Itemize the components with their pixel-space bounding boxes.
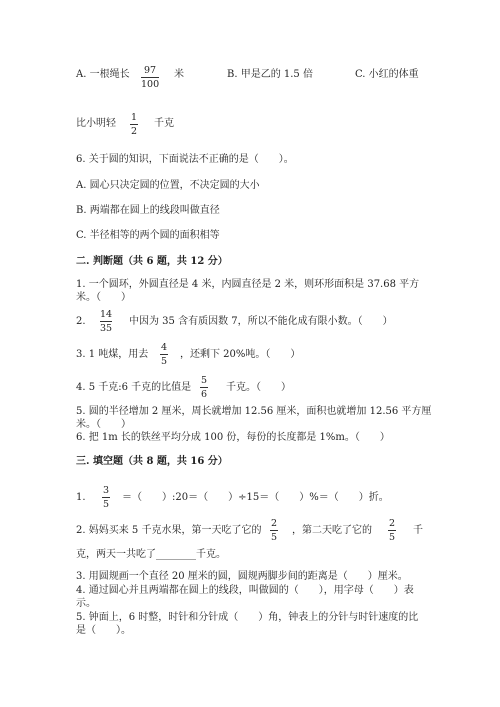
s3-q3: 3. 用圆规画一个直径 20 厘米的圆，圆规两脚步间的距离是（ ）厘米。	[76, 571, 408, 582]
q6-option-c: C. 半径相等的两个圆的面积相等	[76, 230, 220, 241]
s3-q1-text: ＝（ ）:20＝（ ）÷15＝（ ）%＝（ ）折。	[122, 492, 389, 503]
q5-option-a-suffix: 米	[174, 69, 184, 80]
s3-q4-line1: 4. 通过圆心并且两端都在圆上的线段，叫做圆的（ ），用字母（ ）表	[76, 585, 414, 596]
q6-stem: 6. 关于圆的知识，下面说法不正确的是（ ）。	[76, 154, 294, 165]
fraction-numerator: 2	[270, 518, 278, 529]
q6-option-b: B. 两端都在圆上的线段叫做直径	[76, 205, 220, 216]
fraction-numerator: 4	[160, 342, 168, 353]
s3-q2-fraction-2	[388, 518, 396, 543]
fraction-bar	[130, 124, 138, 125]
s3-q4-line2: 示。	[76, 598, 96, 609]
fraction-numerator: 2	[388, 518, 396, 529]
fraction-bar	[141, 77, 159, 78]
fraction-denominator: 5	[102, 499, 110, 510]
s2-q5-line2: 米。（ ）	[76, 419, 131, 430]
fraction-numerator: 14	[100, 309, 113, 320]
s2-q3-fraction	[160, 342, 168, 367]
s3-q1-number: 1.	[76, 492, 86, 503]
s2-q1-line1: 1. 一个圆环，外圆直径是 4 米，内圆直径是 2 米，则环形面积是 37.68 平方	[76, 279, 420, 290]
q5-option-a-fraction	[141, 65, 159, 90]
fraction-bar	[270, 530, 278, 531]
s2-q4-fraction	[200, 375, 208, 400]
fraction-denominator: 35	[100, 323, 113, 334]
q5-continuation-fraction	[130, 112, 138, 137]
s2-q2-fraction	[100, 309, 112, 334]
section2-heading: 二. 判断题（共 6 题，共 12 分）	[76, 256, 228, 267]
s2-q4-prefix: 4. 5 千克:6 千克的比值是	[76, 382, 192, 393]
fraction-numerator: 5	[200, 375, 208, 386]
fraction-numerator: 1	[130, 112, 138, 123]
fraction-denominator: 5	[388, 532, 396, 543]
fraction-bar	[102, 497, 110, 498]
fraction-numerator: 97	[144, 65, 157, 76]
s3-q5-line2: 是（ ）。	[76, 625, 131, 636]
s3-q2-prefix: 2. 妈妈买来 5 千克水果，第一天吃了它的	[76, 525, 262, 536]
fraction-bar	[100, 321, 112, 322]
s3-q2-suffix: 千	[413, 525, 423, 536]
fraction-denominator: 5	[270, 532, 278, 543]
s2-q1-line2: 米。（ ）	[76, 292, 131, 303]
s3-q5-line1: 5. 钟面上，6 时整，时针和分针成（ ）角，钟表上的分针与时针速度的比	[76, 612, 419, 623]
fraction-denominator: 6	[200, 389, 208, 400]
s3-q2-line2: 克，两天一共吃了________千克。	[76, 549, 226, 560]
fraction-denominator: 100	[141, 79, 160, 90]
q5-option-c-continuation: 比小明轻	[76, 118, 116, 129]
s2-q2-number: 2.	[76, 316, 86, 327]
s2-q3-prefix: 3. 1 吨煤，用去	[76, 349, 149, 360]
q5-option-c: C. 小红的体重	[355, 69, 419, 80]
q5-option-b: B. 甲是乙的 1.5 倍	[227, 69, 313, 80]
fraction-denominator: 2	[130, 126, 138, 137]
fraction-bar	[200, 387, 208, 388]
fraction-bar	[388, 530, 396, 531]
fraction-bar	[160, 354, 168, 355]
s2-q2-text: 中因为 35 含有质因数 7，所以不能化成有限小数。（ ）	[129, 316, 393, 327]
s2-q4-suffix: 千克。（ ）	[226, 382, 291, 393]
q6-option-a: A. 圆心只决定圆的位置，不决定圆的大小	[76, 180, 260, 191]
s2-q6: 6. 把 1m 长的铁丝平均分成 100 份，每份的长度都是 1%m。（ ）	[76, 432, 390, 443]
s2-q5-line1: 5. 圆的半径增加 2 厘米，周长就增加 12.56 厘米，面积也就增加 12.56 平方厘	[76, 406, 432, 417]
s3-q1-fraction	[102, 485, 110, 510]
s3-q2-fraction-1	[270, 518, 278, 543]
fraction-denominator: 5	[160, 356, 168, 367]
q5-option-a-prefix: A. 一根绳长	[76, 69, 130, 80]
fraction-numerator: 3	[102, 485, 110, 496]
q5-continuation-suffix: 千克	[154, 118, 174, 129]
section3-heading: 三. 填空题（共 8 题，共 16 分）	[76, 456, 228, 467]
s2-q3-suffix: ，还剩下 20%吨。（ ）	[180, 349, 301, 360]
s3-q2-middle: ，第二天吃了它的	[292, 525, 372, 536]
